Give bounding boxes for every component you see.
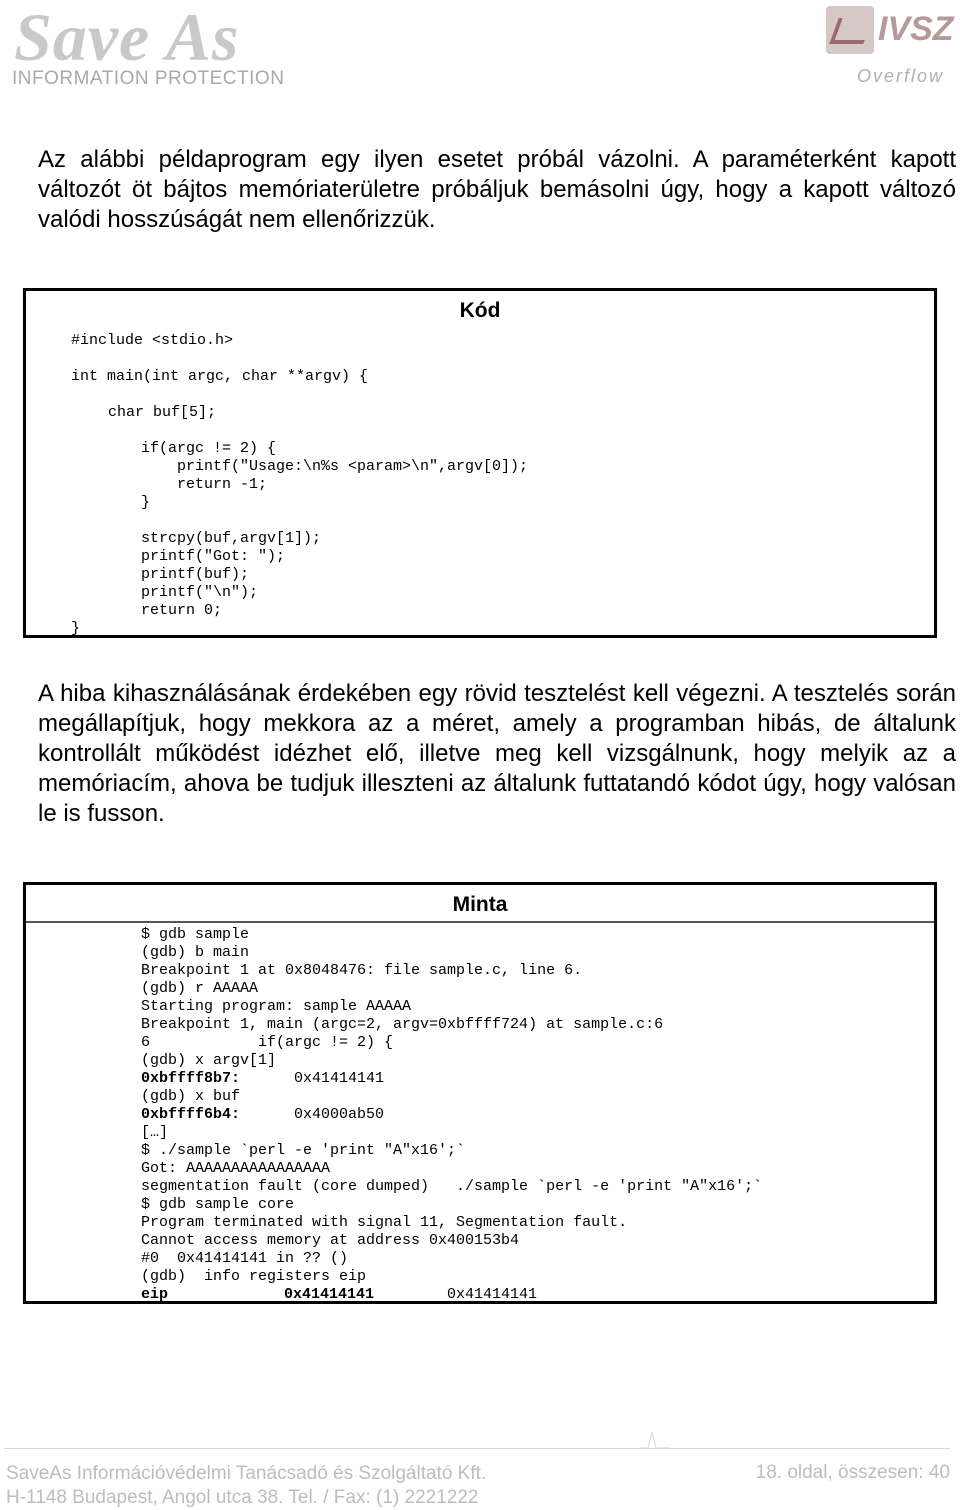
sample-register-value: 0x41414141	[447, 1286, 538, 1303]
sample-line: $ gdb sample	[141, 926, 250, 943]
code-line: strcpy(buf,argv[1]);	[141, 530, 322, 547]
code-line: printf("\n");	[141, 584, 259, 601]
sample-line: (gdb) x argv[1]	[141, 1052, 277, 1069]
section-title: Overflow	[856, 66, 944, 86]
sample-line: Program terminated with signal 11, Segmentation fault.	[141, 1214, 628, 1231]
sample-line: Breakpoint 1 at 0x8048476: file sample.c, line 6.	[141, 962, 583, 979]
sample-box	[23, 882, 937, 1304]
code-line: }	[141, 494, 151, 511]
code-box	[23, 288, 937, 638]
code-line: printf("Usage:\n%s <param>\n",argv[0]);	[177, 458, 529, 475]
sample-line: #0 0x41414141 in ?? ()	[141, 1250, 349, 1267]
logo-brand: Save As	[14, 0, 240, 75]
code-box-title: Kód	[459, 299, 501, 322]
sample-line: Breakpoint 1, main (argc=2, argv=0xbffff724) at sample.c:6	[141, 1016, 664, 1033]
sample-title-divider	[26, 921, 934, 923]
code-line: #include <stdio.h>	[71, 332, 234, 349]
sample-line: Got: AAAAAAAAAAAAAAAA	[141, 1160, 331, 1177]
sample-line: Starting program: sample AAAAA	[141, 998, 412, 1015]
saveas-logo	[10, 2, 310, 92]
footer-divider	[4, 1448, 950, 1449]
code-line: printf(buf);	[141, 566, 250, 583]
logo-tagline: INFORMATION PROTECTION	[12, 68, 285, 89]
sample-line: $ gdb sample core	[141, 1196, 295, 1213]
sample-value: 0x41414141	[294, 1070, 385, 1087]
sample-register-name: eip	[141, 1286, 169, 1303]
footer-company-block	[6, 1462, 486, 1510]
code-line: return 0;	[141, 602, 223, 619]
sample-line: Cannot access memory at address 0x400153b4	[141, 1232, 520, 1249]
ivsz-logo-text: IVSZ	[878, 10, 954, 48]
sample-address: 0xbffff6b4:	[141, 1106, 241, 1123]
code-line: char buf[5];	[108, 404, 217, 421]
sample-address: 0xbffff8b7:	[141, 1070, 241, 1087]
sample-line: (gdb) info registers eip	[141, 1268, 367, 1285]
sample-register-value: 0x41414141	[284, 1286, 375, 1303]
sample-line: […]	[141, 1124, 169, 1141]
sample-line: (gdb) r AAAAA	[141, 980, 259, 997]
sample-value: 0x4000ab50	[294, 1106, 385, 1123]
footer-page-info: 18. oldal, összesen: 40	[755, 1462, 950, 1483]
footer-company: SaveAs Információvédelmi Tanácsadó és Szolgáltató Kft.	[6, 1463, 487, 1484]
code-line: }	[71, 620, 81, 637]
sample-line: (gdb) b main	[141, 944, 250, 961]
footer-address: H-1148 Budapest, Angol utca 38. Tel. / Fax: (1) 2221222	[6, 1487, 479, 1508]
code-line: return -1;	[177, 476, 268, 493]
code-line: if(argc != 2) {	[141, 440, 277, 457]
sample-line: $ ./sample `perl -e 'print "A"x16';`	[141, 1142, 466, 1159]
sample-line: segmentation fault (core dumped) ./sample `perl -e 'print "A"x16';`	[141, 1178, 763, 1195]
testing-paragraph: A hiba kihasználásának érdekében egy rövid tesztelést kell végezni. A tesztelés során megállapítjuk, hogy mekkora az a méret, amely a programban hibás, de általunk kontrollált működést idézhet elő, illetve meg kell vizsgálnunk, hogy melyik az a memóriacím, ahova be tudjuk illeszteni az általunk futtatandó kódot úgy, hogy valósan le is fusson.	[38, 680, 956, 827]
code-line: printf("Got: ");	[141, 548, 286, 565]
ivsz-logo	[826, 4, 954, 60]
code-line: int main(int argc, char **argv) {	[71, 368, 369, 385]
sample-line: 6 if(argc != 2) {	[141, 1034, 394, 1051]
footer-notch-icon	[640, 1430, 670, 1450]
intro-paragraph: Az alábbi példaprogram egy ilyen esetet próbál vázolni. A paraméterként kapott változót öt bájtos memóriaterületre próbáljuk bemásolni úgy, hogy a kapott változó valódi hosszúságát nem ellenőrizzük.	[38, 146, 956, 233]
sample-box-title: Minta	[452, 893, 508, 916]
ivsz-mark-icon	[826, 6, 874, 54]
sample-line: (gdb) x buf	[141, 1088, 241, 1105]
